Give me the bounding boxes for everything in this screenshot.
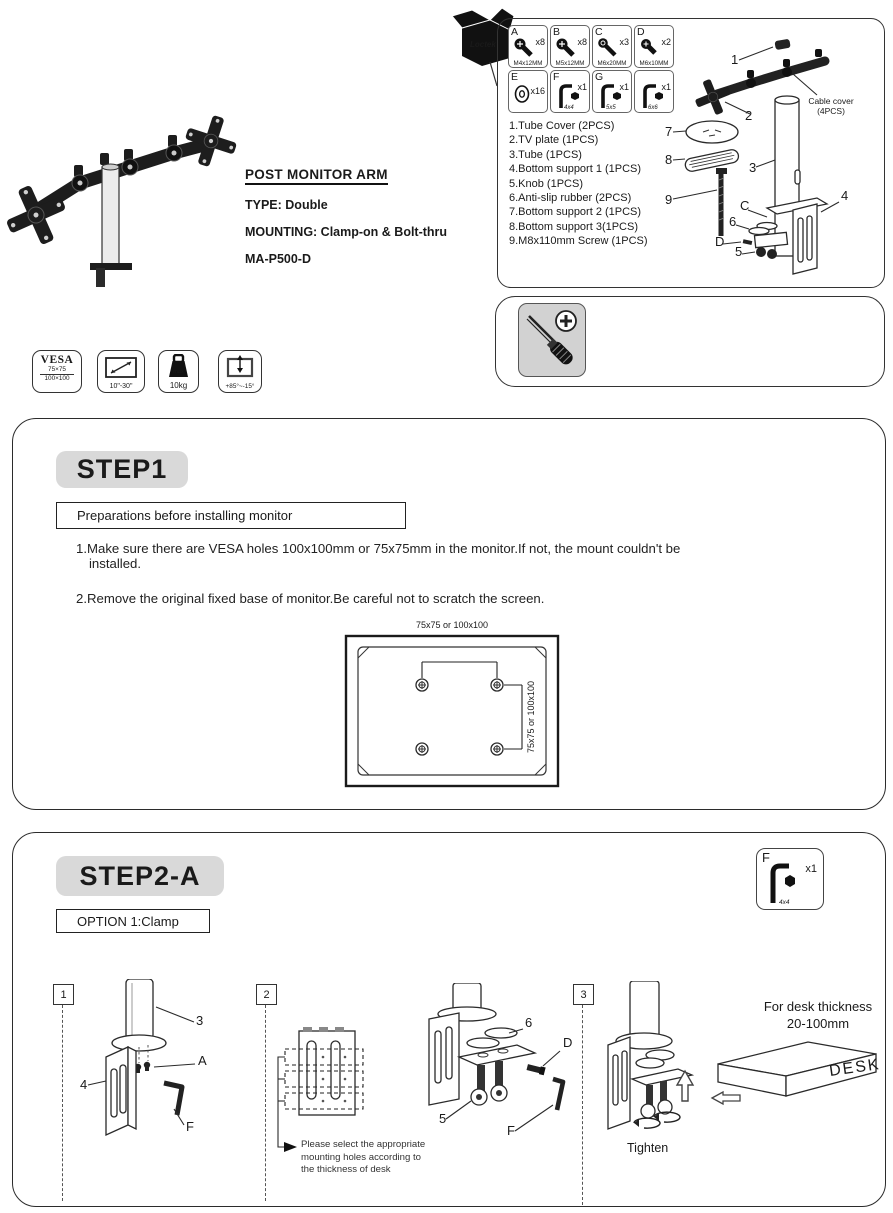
monitor-arm-illustration <box>2 55 242 287</box>
screw-icon <box>512 36 536 60</box>
product-info <box>245 166 480 266</box>
svg-text:D: D <box>563 1035 573 1050</box>
tighten-caption: Tighten <box>627 1141 669 1155</box>
step1-subtitle-box: Preparations before installing monitor <box>56 502 406 529</box>
separator-2 <box>265 1005 266 1201</box>
svg-text:4: 4 <box>841 188 849 203</box>
svg-text:max: max <box>173 369 184 375</box>
svg-text:6: 6 <box>525 1015 533 1030</box>
svg-text:4: 4 <box>80 1077 88 1092</box>
step1-panel <box>12 418 886 810</box>
svg-text:5: 5 <box>735 244 743 259</box>
vesa-size-100: 100×100 <box>40 374 74 383</box>
svg-text:F: F <box>186 1119 194 1134</box>
pole <box>102 167 119 267</box>
screw-icon <box>596 36 620 60</box>
parts-list-item: 5.Knob (1PCS) <box>509 177 583 190</box>
substep2-assembly-diagram <box>421 983 586 1143</box>
hardware-item-d: D x2 M6x10MM <box>634 25 674 68</box>
svg-text:9: 9 <box>665 192 673 207</box>
hardware-item-a: A x8 M4x12MM <box>508 25 548 68</box>
left-arrow <box>712 1092 740 1104</box>
screw-icon <box>554 36 578 60</box>
svg-text:8: 8 <box>665 152 673 167</box>
svg-text:D: D <box>715 234 725 249</box>
product-title: POST MONITOR ARM <box>245 167 388 185</box>
step1-item1: 1.Make sure there are VESA holes 100x100mm or 75x75mm in the monitor.If not, the mount couldn't be installed. <box>76 541 681 571</box>
svg-text:7: 7 <box>665 124 673 139</box>
product-mounting: MOUNTING: Clamp-on & Bolt-thru <box>245 225 448 239</box>
svg-text:3: 3 <box>749 160 757 175</box>
parts-list-item: 2.TV plate (1PCS) <box>509 134 599 147</box>
parts-list-item: 1.Tube Cover (2PCS) <box>509 120 615 132</box>
vesa-side-dimension-label: 75x75 or 100x100 <box>526 680 536 754</box>
svg-text:A: A <box>198 1053 207 1068</box>
step1-item2: 2.Remove the original fixed base of monitor.Be careful not to scratch the screen. <box>76 591 545 606</box>
hardware-item-g: G x1 5x5 <box>592 70 632 113</box>
svg-text:3: 3 <box>196 1013 204 1028</box>
vesa-hole-diagram <box>334 618 584 794</box>
tilt-icon <box>226 355 254 379</box>
exploded-diagram <box>655 20 883 284</box>
substep-2-number: 2 <box>256 984 277 1005</box>
svg-text:1: 1 <box>731 52 739 67</box>
svg-text:(4PCS): (4PCS) <box>817 106 845 116</box>
hardware-item-b: B x8 M5x12MM <box>550 25 590 68</box>
step1-heading: STEP1 <box>56 451 188 488</box>
substep-3-number: 3 <box>573 984 594 1005</box>
substep-1-number: 1 <box>53 984 74 1005</box>
desk-clamp <box>90 263 132 287</box>
svg-text:C: C <box>740 198 750 213</box>
parts-list-item: 9.M8x110mm Screw (1PCS) <box>509 235 648 248</box>
parts-list-item: 7.Bottom support 2 (1PCS) <box>509 206 642 219</box>
parts-list-item: 3.Tube (1PCS) <box>509 148 582 161</box>
screwdriver-icon <box>519 304 585 376</box>
parts-list-item: 6.Anti-slip rubber (2PCS) <box>509 192 632 205</box>
vesa-size-75: 75×75 <box>48 366 66 373</box>
desk-label: DESK <box>828 1055 882 1080</box>
vesa-top-dimension-label: 75x75 or 100x100 <box>415 620 489 630</box>
svg-text:6: 6 <box>729 214 737 229</box>
step2a-option-box: OPTION 1:Clamp <box>56 909 210 933</box>
substep2-plate-diagram <box>271 1023 375 1157</box>
spec-tilt <box>218 350 262 393</box>
logo-text: Loctek <box>470 40 496 49</box>
substep3-diagram <box>598 981 713 1139</box>
svg-text:F: F <box>507 1123 515 1138</box>
hardware-grid <box>508 25 678 113</box>
separator-1 <box>62 1005 63 1201</box>
hardware-item-f: F x1 4x4 <box>550 70 590 113</box>
spec-max-weight <box>158 350 199 393</box>
tilt-range-label: +85°~-15° <box>225 383 255 390</box>
step2a-tool-badge: F x1 4x4 <box>756 848 824 910</box>
svg-text:2: 2 <box>745 108 753 123</box>
desk-thickness-note: For desk thickness 20-100mm <box>763 999 873 1031</box>
parts-list-item: 4.Bottom support 1 (1PCS) <box>509 163 642 176</box>
parts-list-item: 8.Bottom support 3(1PCS) <box>509 220 639 233</box>
step2a-panel <box>12 832 886 1207</box>
product-model: MA-P500-D <box>245 252 311 266</box>
desk-diagram <box>706 1036 884 1108</box>
screwdriver-tile <box>518 303 586 377</box>
screen-diagonal-icon <box>105 356 137 380</box>
screen-range-label: 10"-30" <box>109 383 133 390</box>
spec-vesa <box>32 350 82 393</box>
svg-text:5: 5 <box>439 1111 447 1126</box>
spec-screen-size <box>97 350 145 393</box>
step2a-heading: STEP2-A <box>56 856 224 896</box>
weight-icon <box>167 354 190 378</box>
hardware-item-h: x1 6x6 <box>634 70 674 113</box>
vesa-title: VESA <box>40 354 74 366</box>
hardware-item-c: C x3 M6x20MM <box>592 25 632 68</box>
hardware-item-e: E x16 <box>508 70 548 113</box>
note-arrow <box>284 1142 297 1152</box>
product-type: TYPE: Double <box>245 198 328 212</box>
cable-cover-label: Cable cover <box>808 96 854 106</box>
vesa-plate-right <box>179 109 242 173</box>
weight-value-label: 10kg <box>169 381 188 390</box>
substep2-note: Please select the appropriate mounting holes according to the thickness of desk <box>301 1139 426 1175</box>
substep1-diagram <box>68 979 218 1147</box>
